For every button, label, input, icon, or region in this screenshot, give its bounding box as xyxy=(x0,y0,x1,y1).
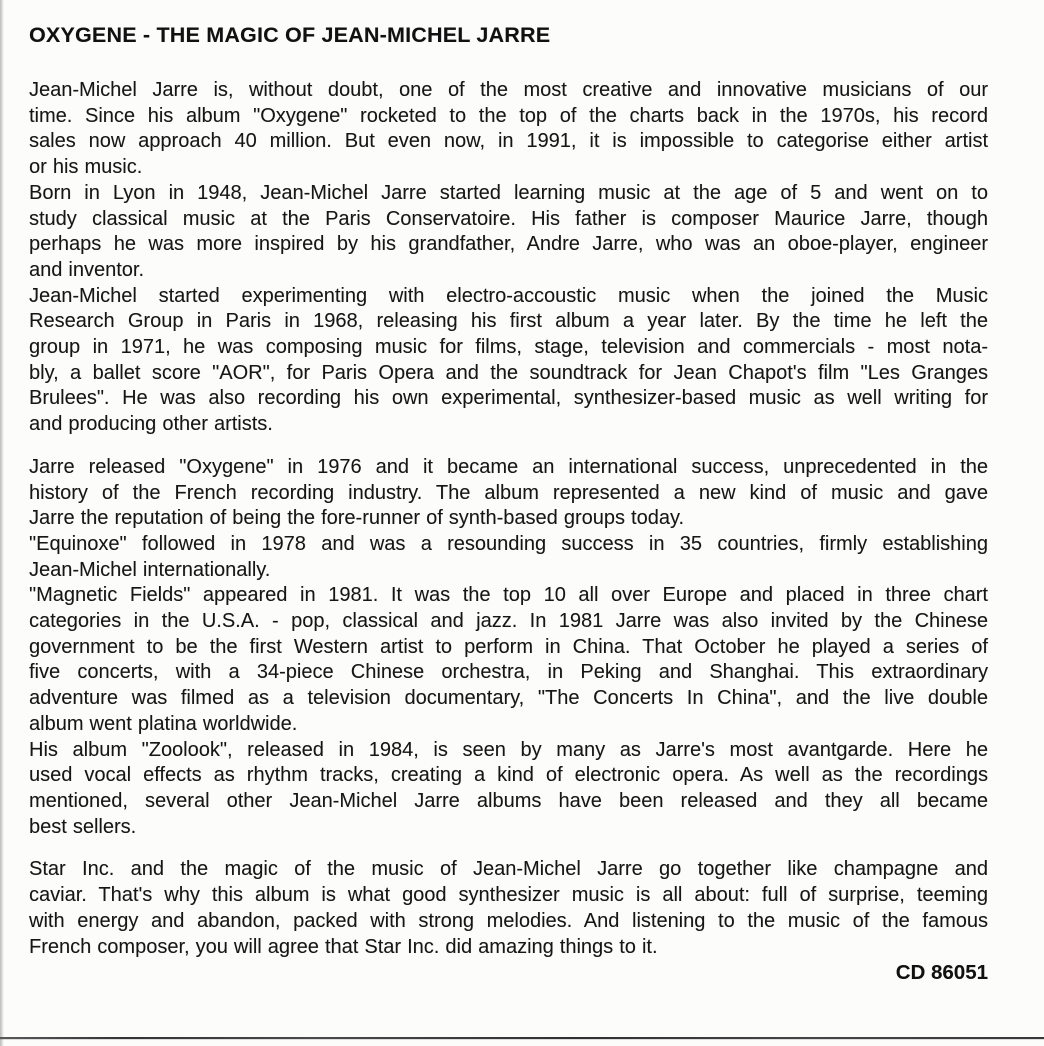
text-line: and producing other artists. xyxy=(29,413,273,436)
text-line: study classical music at the Paris Conservatoire. His father is composer Maurice Jarre, though xyxy=(29,207,988,230)
text-line: mentioned, several other Jean-Michel Jarre albums have been released and they all became xyxy=(29,789,988,812)
catalog-number: CD 86051 xyxy=(895,961,988,985)
text-line: Jean-Michel Jarre is, without doubt, one of the most creative and innovative musicians of our xyxy=(29,79,988,101)
text-line: album went platina worldwide. xyxy=(29,712,298,735)
paragraph xyxy=(29,284,988,438)
paragraph xyxy=(29,857,988,960)
text-line: Jean-Michel internationally. xyxy=(29,558,271,581)
text-line: five concerts, with a 34-piece Chinese orchestra, in Peking and Shanghai. This extraordinary xyxy=(29,661,988,684)
paragraph xyxy=(29,78,988,181)
page-title: OXYGENE - THE MAGIC OF JEAN-MICHEL JARRE xyxy=(29,23,551,47)
text-line: time. Since his album "Oxygene" rocketed to the top of the charts back in the 1970s, his record xyxy=(29,104,988,127)
text-line: sales now approach 40 million. But even now, in 1991, it is impossible to categorise either artist xyxy=(29,130,988,153)
paragraph xyxy=(29,583,988,737)
text-line: Research Group in Paris in 1968, releasing his first album a year later. By the time he left the xyxy=(29,310,988,333)
text-line: Jarre the reputation of being the fore-runner of synth-based groups today. xyxy=(29,507,685,530)
text-line: Born in Lyon in 1948, Jean-Michel Jarre started learning music at the age of 5 and went on to xyxy=(29,181,988,204)
text-line: group in 1971, he was composing music for films, stage, television and commercials - most nota- xyxy=(29,336,988,359)
text-line: "Equinoxe" followed in 1978 and was a resounding success in 35 countries, firmly establishing xyxy=(29,532,988,555)
paragraph xyxy=(29,181,988,284)
text-line: or his music. xyxy=(29,156,143,179)
body-text xyxy=(29,78,988,960)
paragraph xyxy=(29,738,988,841)
paragraph xyxy=(29,532,988,583)
text-line: government to be the first Western artist to perform in China. That October he played a series of xyxy=(29,635,988,658)
text-line: history of the French recording industry. The album represented a new kind of music and gave xyxy=(29,481,988,504)
text-line: and inventor. xyxy=(29,258,145,281)
text-line: categories in the U.S.A. - pop, classical and jazz. In 1981 Jarre was also invited by the Chinese xyxy=(29,610,988,633)
text-line: adventure was filmed as a television documentary, "The Concerts In China", and the live double xyxy=(29,687,988,710)
text-block xyxy=(29,857,988,960)
text-block xyxy=(29,78,988,438)
text-line: perhaps he was more inspired by his grandfather, Andre Jarre, who was an oboe-player, engineer xyxy=(29,233,988,256)
text-line: Jean-Michel started experimenting with electro-accoustic music when the joined the Music xyxy=(29,284,988,307)
text-line: His album "Zoolook", released in 1984, is seen by many as Jarre's most avantgarde. Here he xyxy=(29,738,988,761)
text-line: French composer, you will agree that Star Inc. did amazing things to it. xyxy=(29,935,658,958)
text-block xyxy=(29,455,988,841)
text-line: Jarre released "Oxygene" in 1976 and it became an international success, unprecedented in the xyxy=(29,455,988,478)
text-line: caviar. That's why this album is what good synthesizer music is all about: full of surprise, teeming xyxy=(29,884,988,907)
text-line: bly, a ballet score "AOR", for Paris Opera and the soundtrack for Jean Chapot's film "Les Granges xyxy=(29,361,988,384)
text-line: used vocal effects as rhythm tracks, creating a kind of electronic opera. As well as the recordings xyxy=(29,764,988,787)
text-line: "Magnetic Fields" appeared in 1981. It was the top 10 all over Europe and placed in three chart xyxy=(29,584,988,607)
text-line: with energy and abandon, packed with strong melodies. And listening to the music of the famous xyxy=(29,909,988,932)
text-line: best sellers. xyxy=(29,815,137,838)
text-line: Star Inc. and the magic of the music of Jean-Michel Jarre go together like champagne and xyxy=(29,858,988,881)
paragraph xyxy=(29,455,988,532)
text-line: Brulees". He was also recording his own experimental, synthesizer-based music as well writing for xyxy=(29,387,988,410)
